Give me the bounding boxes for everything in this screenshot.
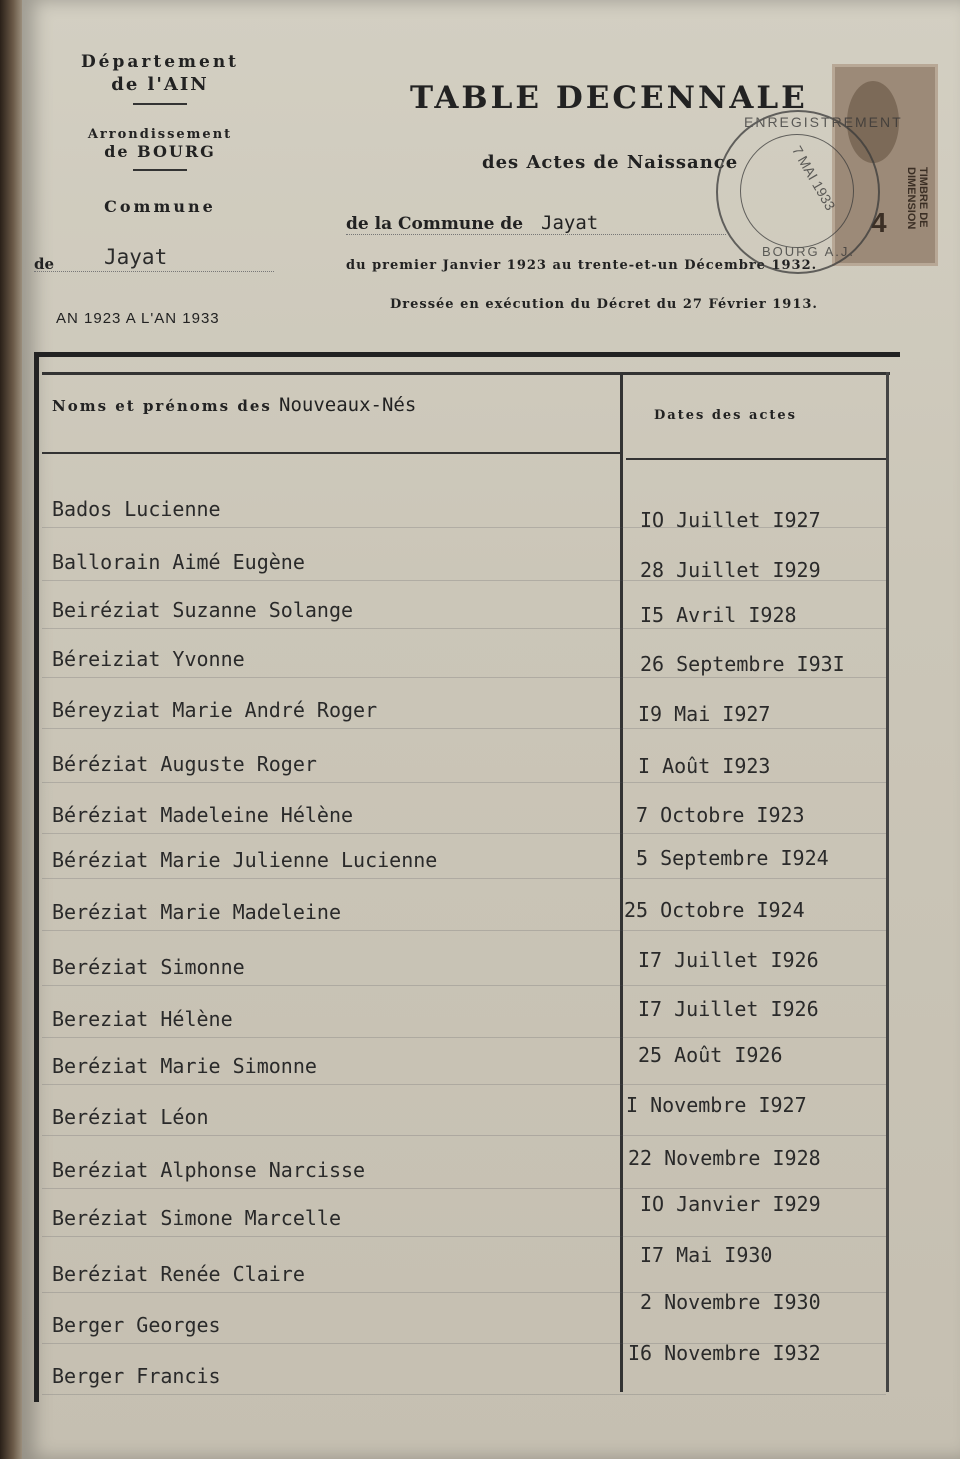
entry-date: IO Juillet I927 bbox=[640, 508, 821, 532]
entry-name: Beréziat Simonne bbox=[52, 955, 245, 979]
page-title: TABLE DECENNALE bbox=[410, 80, 808, 116]
column-header-dates: Dates des actes bbox=[654, 408, 797, 423]
entry-date: I Novembre I927 bbox=[626, 1093, 807, 1117]
table-frame-top bbox=[36, 352, 900, 357]
column-header-names-printed: Noms et prénoms des bbox=[52, 397, 272, 415]
row-rule bbox=[42, 1188, 886, 1189]
arrondissement-value: de BOURG bbox=[104, 142, 216, 161]
row-rule bbox=[42, 677, 886, 678]
entry-name: Béréziat Madeleine Hélène bbox=[52, 803, 354, 827]
entry-date: I5 Avril I928 bbox=[640, 603, 797, 627]
fiscal-stamp-text: TIMBRE DE DIMENSION bbox=[905, 167, 929, 230]
entry-date: 5 Septembre I924 bbox=[636, 846, 829, 870]
postmark-top-text: ENREGISTREMENT bbox=[744, 114, 903, 130]
period-line: du premier Janvier 1923 au trente-et-un Décembre 1932. bbox=[346, 258, 818, 273]
entry-name: Beréziat Renée Claire bbox=[52, 1262, 305, 1286]
entry-name: Beiréziat Suzanne Solange bbox=[52, 598, 354, 622]
page-subtitle: des Actes de Naissance bbox=[482, 152, 739, 173]
entry-name: Béreyziat Marie André Roger bbox=[52, 698, 378, 722]
commune-line-value: Jayat bbox=[541, 212, 599, 234]
divider bbox=[133, 103, 187, 105]
department-label: Département bbox=[80, 52, 240, 72]
entry-date: 28 Juillet I929 bbox=[640, 558, 821, 582]
row-rule bbox=[42, 878, 886, 879]
entry-name: Beréziat Léon bbox=[52, 1105, 209, 1129]
header-rule bbox=[42, 452, 620, 454]
entry-date: IO Janvier I929 bbox=[640, 1192, 821, 1216]
commune-line bbox=[346, 212, 726, 235]
entry-date: I7 Juillet I926 bbox=[638, 948, 819, 972]
entry-name: Beréziat Marie Simonne bbox=[52, 1054, 317, 1078]
commune-de: de bbox=[34, 255, 55, 273]
entry-name: Berger Francis bbox=[52, 1364, 221, 1388]
commune-field bbox=[34, 245, 274, 272]
row-rule bbox=[42, 628, 886, 629]
row-rule bbox=[42, 1236, 886, 1237]
row-rule bbox=[42, 728, 886, 729]
column-separator bbox=[620, 372, 623, 1392]
entry-date: I Août I923 bbox=[638, 754, 771, 778]
entry-date: I9 Mai I927 bbox=[638, 702, 771, 726]
row-rule bbox=[42, 1084, 886, 1085]
entry-date: 22 Novembre I928 bbox=[628, 1146, 821, 1170]
divider bbox=[133, 169, 187, 171]
entry-name: Bereziat Hélène bbox=[52, 1007, 233, 1031]
commune-label: Commune bbox=[104, 197, 216, 216]
row-rule bbox=[42, 1394, 886, 1395]
entry-name: Béréziat Marie Julienne Lucienne bbox=[52, 848, 438, 872]
row-rule bbox=[42, 782, 886, 783]
table-frame-right bbox=[886, 372, 889, 1392]
entry-name: Berger Georges bbox=[52, 1313, 221, 1337]
department-value: de l'AIN bbox=[111, 74, 209, 95]
header-rule bbox=[626, 458, 886, 460]
column-header-names-typed: Nouveaux-Nés bbox=[279, 394, 417, 416]
arrondissement-label: Arrondissement bbox=[87, 127, 233, 142]
entry-date: 25 Octobre I924 bbox=[624, 898, 805, 922]
row-rule bbox=[42, 1135, 886, 1136]
entry-name: Beréziat Simone Marcelle bbox=[52, 1206, 341, 1230]
entry-name: Beréziat Alphonse Narcisse bbox=[52, 1158, 366, 1182]
table-frame-left bbox=[34, 352, 39, 1402]
cancellation-postmark bbox=[716, 110, 903, 274]
row-rule bbox=[42, 985, 886, 986]
entry-date: 25 Août I926 bbox=[638, 1043, 783, 1067]
row-rule bbox=[42, 1037, 886, 1038]
postmark-date: 7 MAI 1933 bbox=[788, 142, 839, 214]
fiscal-stamp-value: 4 bbox=[871, 207, 887, 238]
column-header-names bbox=[52, 394, 416, 416]
entry-date: 26 Septembre I93I bbox=[640, 652, 845, 676]
entry-date: 2 Novembre I930 bbox=[640, 1290, 821, 1314]
commune-line-label: de la Commune de bbox=[346, 214, 524, 234]
entry-name: Beréziat Marie Madeleine bbox=[52, 900, 341, 924]
decree-line: Dressée en exécution du Décret du 27 Février 1913. bbox=[390, 297, 818, 312]
entry-name: Béreiziat Yvonne bbox=[52, 647, 245, 671]
period-years: AN 1923 A L'AN 1933 bbox=[56, 310, 220, 327]
entry-date: I6 Novembre I932 bbox=[628, 1341, 821, 1365]
entry-date: I7 Juillet I926 bbox=[638, 997, 819, 1021]
entry-name: Bados Lucienne bbox=[52, 497, 221, 521]
postmark-bottom-text: BOURG A.J. bbox=[762, 244, 855, 259]
book-binding bbox=[0, 0, 22, 1459]
commune-value: Jayat bbox=[104, 245, 168, 269]
table-frame-inner bbox=[42, 372, 890, 375]
entry-date: 7 Octobre I923 bbox=[636, 803, 805, 827]
row-rule bbox=[42, 930, 886, 931]
entry-name: Ballorain Aimé Eugène bbox=[52, 550, 305, 574]
entry-name: Béréziat Auguste Roger bbox=[52, 752, 317, 776]
row-rule bbox=[42, 833, 886, 834]
entry-date: I7 Mai I930 bbox=[640, 1243, 773, 1267]
header-left-block bbox=[30, 52, 290, 216]
